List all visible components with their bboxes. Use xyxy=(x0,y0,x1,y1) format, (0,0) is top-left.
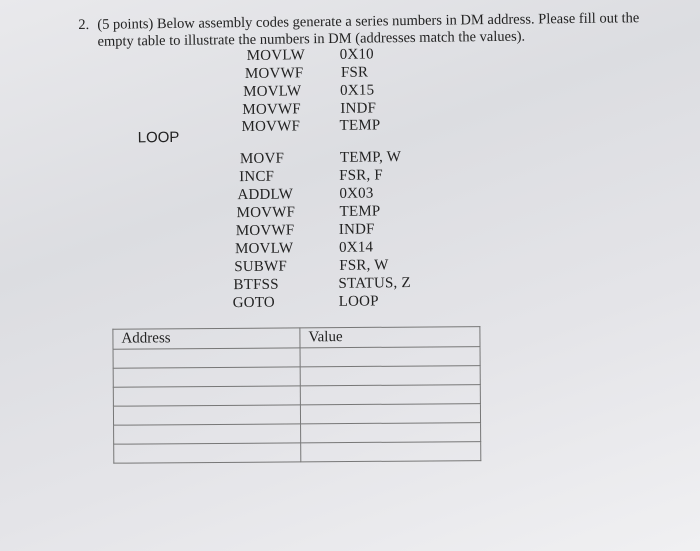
setup-arg: FSR xyxy=(340,64,369,81)
loop-op: MOVWF xyxy=(236,204,296,222)
value-cell[interactable] xyxy=(300,366,480,386)
question-text-line-1: (5 points) Below assembly codes generate a series numbers in DM address. Please fill out the xyxy=(97,10,640,33)
value-cell[interactable] xyxy=(301,442,481,462)
loop-arg: 0X14 xyxy=(338,239,374,256)
setup-op: MOVWF xyxy=(241,118,301,136)
loop-arg: LOOP xyxy=(338,293,379,310)
table-row xyxy=(113,347,480,369)
setup-op: MOVWF xyxy=(244,65,304,83)
table-header-row xyxy=(113,327,480,350)
question-text-line-2: empty table to illustrate the numbers in DM (addresses match the values). xyxy=(97,28,526,50)
setup-op: MOVLW xyxy=(243,83,302,101)
setup-arg: 0X10 xyxy=(339,46,374,63)
address-cell[interactable] xyxy=(114,424,301,444)
value-cell[interactable] xyxy=(300,385,480,405)
loop-op: GOTO xyxy=(232,294,276,312)
loop-label: LOOP xyxy=(137,128,180,147)
loop-op: SUBWF xyxy=(234,258,288,276)
address-cell[interactable] xyxy=(113,405,300,425)
loop-arg: TEMP, W xyxy=(339,149,402,166)
table-row xyxy=(114,442,481,464)
loop-op: MOVF xyxy=(239,150,285,168)
table-row xyxy=(113,385,480,407)
address-cell[interactable] xyxy=(113,348,300,368)
loop-op: BTFSS xyxy=(233,276,279,294)
loop-arg: FSR, F xyxy=(339,167,384,184)
setup-arg: TEMP xyxy=(339,117,381,134)
loop-op: MOVLW xyxy=(234,240,294,258)
value-cell[interactable] xyxy=(300,347,480,367)
table-row xyxy=(113,366,480,388)
table-row xyxy=(114,423,481,445)
setup-arg: INDF xyxy=(340,100,377,117)
address-cell[interactable] xyxy=(114,443,301,463)
address-cell[interactable] xyxy=(113,386,300,406)
address-cell[interactable] xyxy=(113,367,300,387)
question-number: 2. xyxy=(78,16,90,34)
table-row xyxy=(113,404,480,426)
loop-arg: TEMP xyxy=(339,203,381,220)
loop-arg: FSR, W xyxy=(339,257,389,274)
setup-op: MOVWF xyxy=(242,101,301,119)
value-header: Value xyxy=(300,327,480,348)
value-cell[interactable] xyxy=(301,423,481,443)
loop-op: ADDLW xyxy=(237,186,294,204)
loop-op: MOVWF xyxy=(235,222,295,240)
loop-arg: 0X03 xyxy=(339,185,374,202)
answer-table xyxy=(112,326,481,464)
setup-arg: 0X15 xyxy=(340,82,375,99)
loop-arg: STATUS, Z xyxy=(338,275,411,292)
loop-op: INCF xyxy=(239,168,275,186)
value-cell[interactable] xyxy=(300,404,480,424)
address-header: Address xyxy=(113,328,300,349)
loop-arg: INDF xyxy=(338,221,375,238)
setup-op: MOVLW xyxy=(246,47,306,64)
